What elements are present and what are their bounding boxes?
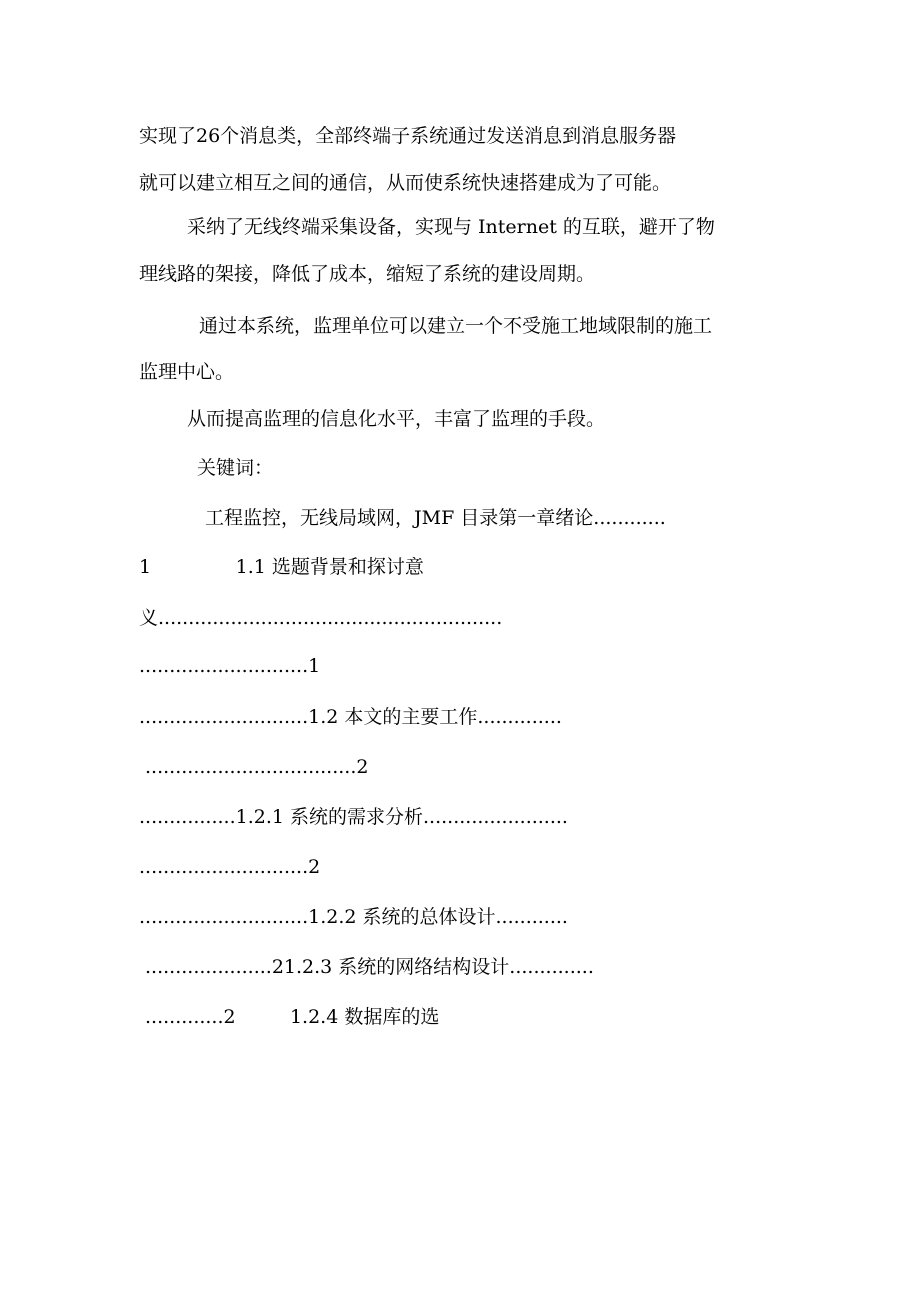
paragraph-line: 通过本系统，监理单位可以建立一个不受施工地域限制的施工 [199, 315, 713, 337]
toc-line: ............................1 [139, 655, 321, 677]
paragraph-line: 理线路的架接，降低了成本，缩短了系统的建设周期。 [139, 263, 596, 285]
toc-line: 工程监控，无线局域网，JMF 目录第一章绪论............ [205, 507, 666, 529]
toc-line: 义......................................................... [139, 607, 503, 629]
paragraph-line: 从而提高监理的信息化水平，丰富了监理的手段。 [187, 408, 606, 430]
paragraph-line: 就可以建立相互之间的通信，从而使系统快速搭建成为了可能。 [139, 172, 672, 194]
paragraph-line: 实现了26个消息类，全部终端子系统通过发送消息到消息服务器 [139, 125, 677, 147]
toc-line: ............................1.2.2 系统的总体设计............ [139, 906, 568, 928]
toc-line: .............2 1.2.4 数据库的选 [145, 1006, 440, 1028]
toc-line: 1 1.1 选题背景和探讨意 [139, 556, 424, 578]
toc-line: .....................21.2.3 系统的网络结构设计.............. [145, 956, 594, 978]
paragraph-line: 采纳了无线终端采集设备，实现与 Internet 的互联，避开了物 [187, 216, 715, 238]
toc-line: ............................2 [139, 856, 321, 878]
paragraph-line: 监理中心。 [139, 361, 235, 383]
toc-line: ................1.2.1 系统的需求分析........................ [139, 806, 568, 828]
toc-line: ...................................2 [145, 756, 369, 778]
keywords-label: 关键词： [197, 457, 274, 479]
toc-line: ............................1.2 本文的主要工作.............. [139, 706, 562, 728]
